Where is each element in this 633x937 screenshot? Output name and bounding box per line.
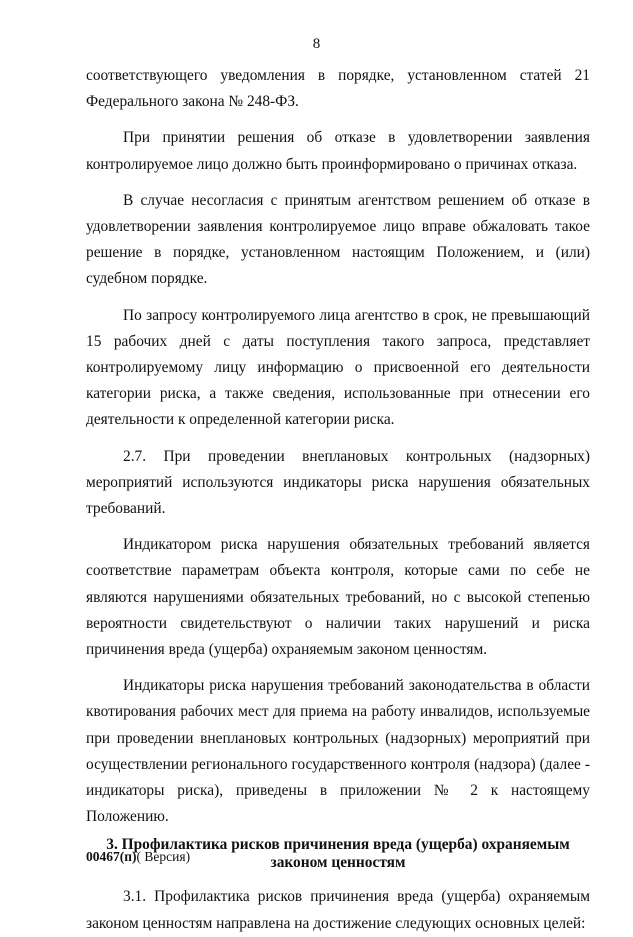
page-body [86,63,590,937]
paragraph-refusal-notice: При принятии решения об отказе в удовлетворении заявления контролируемое лицо должно быть проинформировано о причинах отказа. [86,129,590,173]
document-footer [86,849,190,865]
footer-code: 00467(п) [86,849,137,864]
paragraph-risk-indicators-appendix: Индикаторы риска нарушения требований законодательства в области квотирования рабочих мест для приема на работу инвалидов, используемые при проведении внеплановых контрольных (надзорных) мероприятий при осуществлении регионального государственного контроля (надзора) (далее - индикаторы риска), приведены в приложении № 2 к настоящему Положению. [86,677,590,826]
section-heading-line1: 3. Профилактика рисков причинения вреда (ущерба) охраняемым [106,836,570,854]
paragraph-risk-category-request: По запросу контролируемого лица агентство в срок, не превышающий 15 рабочих дней с даты поступления такого запроса, представляет контролируемому лицу информацию о присвоенной его деятельности категории риска, а также сведения, использованные при отнесении его деятельности к определенной категории риска. [86,306,590,429]
paragraph-appeal: В случае несогласия с принятым агентством решением об отказе в удовлетворении заявления контролируемое лицо вправе обжаловать такое решение в порядке, установленном настоящим Положением, и (или) судебном порядке. [86,191,590,288]
paragraph-continuation: соответствующего уведомления в порядке, установленном статей 21 Федерального закона № 248-ФЗ. [86,67,590,111]
section-heading-line2: законом ценностям [270,854,406,872]
footer-version: ( Версия) [136,849,191,864]
paragraph-2-7: 2.7. При проведении внеплановых контрольных (надзорных) мероприятий используются индикаторы риска нарушения обязательных требований. [86,447,590,518]
page-number: 8 [312,36,321,52]
paragraph-risk-indicator-definition: Индикатором риска нарушения обязательных требований является соответствие параметрам объекта контроля, которые сами по себе не являются нарушениями обязательных требований, но с высокой степенью вероятности свидетельствуют о наличии таких нарушений и риска причинения вреда (ущерба) охраняемым законом ценностям. [86,536,590,659]
paragraph-3-1: 3.1. Профилактика рисков причинения вреда (ущерба) охраняемым законом ценностям направлена на достижение следующих основных целей: [86,888,590,932]
